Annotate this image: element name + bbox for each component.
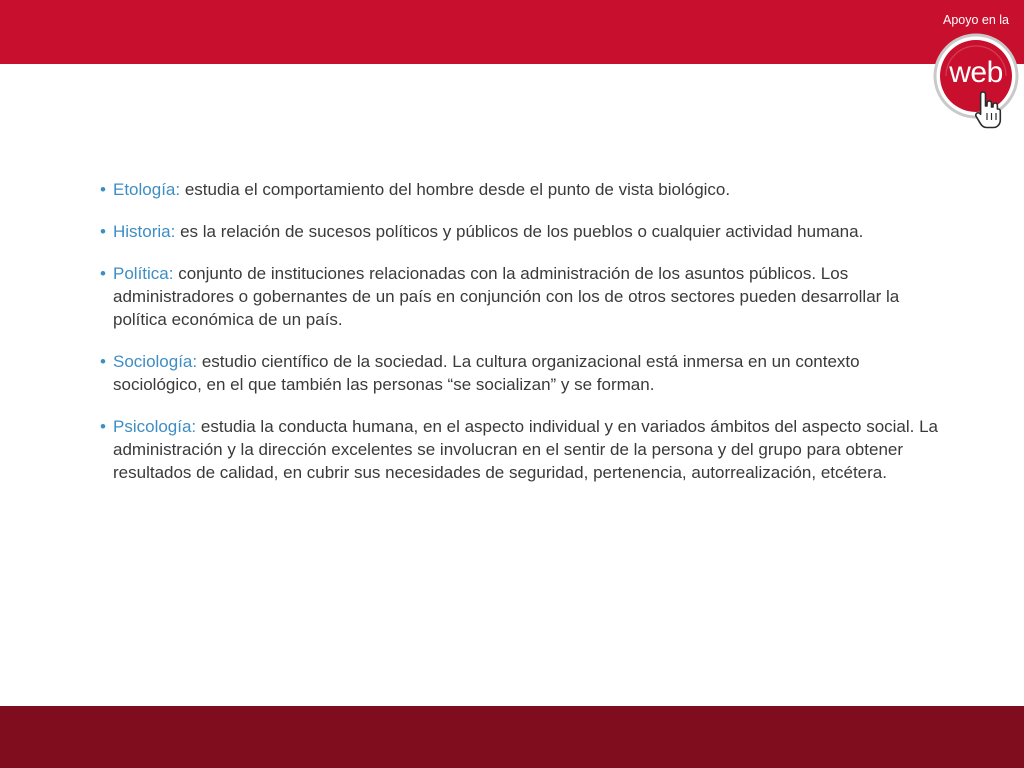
list-item — [100, 178, 940, 201]
bullet-mark: • — [100, 222, 106, 241]
bullet-mark: • — [100, 180, 106, 199]
bullet-mark: • — [100, 417, 106, 436]
list-item — [100, 350, 940, 396]
term-politica: Política: — [113, 264, 179, 283]
footer-band — [0, 706, 1024, 768]
apoyo-web-logo[interactable] — [932, 10, 1020, 140]
bullet-list — [100, 178, 940, 503]
definition-sociologia: estudio científico de la sociedad. La cultura organizacional está inmersa en un contexto sociológico, en el que también las personas “se socializan” y se forman. — [113, 352, 860, 394]
term-psicologia: Psicología: — [113, 417, 201, 436]
hand-pointer-icon — [974, 90, 1002, 130]
list-item — [100, 415, 940, 484]
bullet-mark: • — [100, 352, 106, 371]
logo-caption: Apoyo en la — [942, 13, 1010, 27]
term-historia: Historia: — [113, 222, 181, 241]
definition-etologia: estudia el comportamiento del hombre desde el punto de vista biológico. — [184, 180, 731, 199]
definition-historia: es la relación de sucesos políticos y públicos de los pueblos o cualquier actividad humana. — [180, 222, 864, 241]
bullet-mark: • — [100, 264, 106, 283]
term-sociologia: Sociología: — [113, 352, 202, 371]
definition-psicologia: estudia la conducta humana, en el aspecto individual y en variados ámbitos del aspecto social. La administración y la dirección excelentes se involucran en el sentir de la persona y del grupo para obtener resultados de calidad, en cubrir sus necesidades de seguridad, pertenencia, autorrealización, etcétera. — [113, 417, 939, 482]
list-item — [100, 220, 940, 243]
logo-word: web — [949, 56, 1003, 89]
header-band — [0, 0, 1024, 64]
term-etologia: Etología: — [113, 180, 185, 199]
list-item — [100, 262, 940, 331]
definition-politica: conjunto de instituciones relacionadas con la administración de los asuntos públicos. Los administradores o gobernantes de un país en conjunción con los de otros sectores pueden desarrollar la política económica de un país. — [113, 264, 900, 329]
